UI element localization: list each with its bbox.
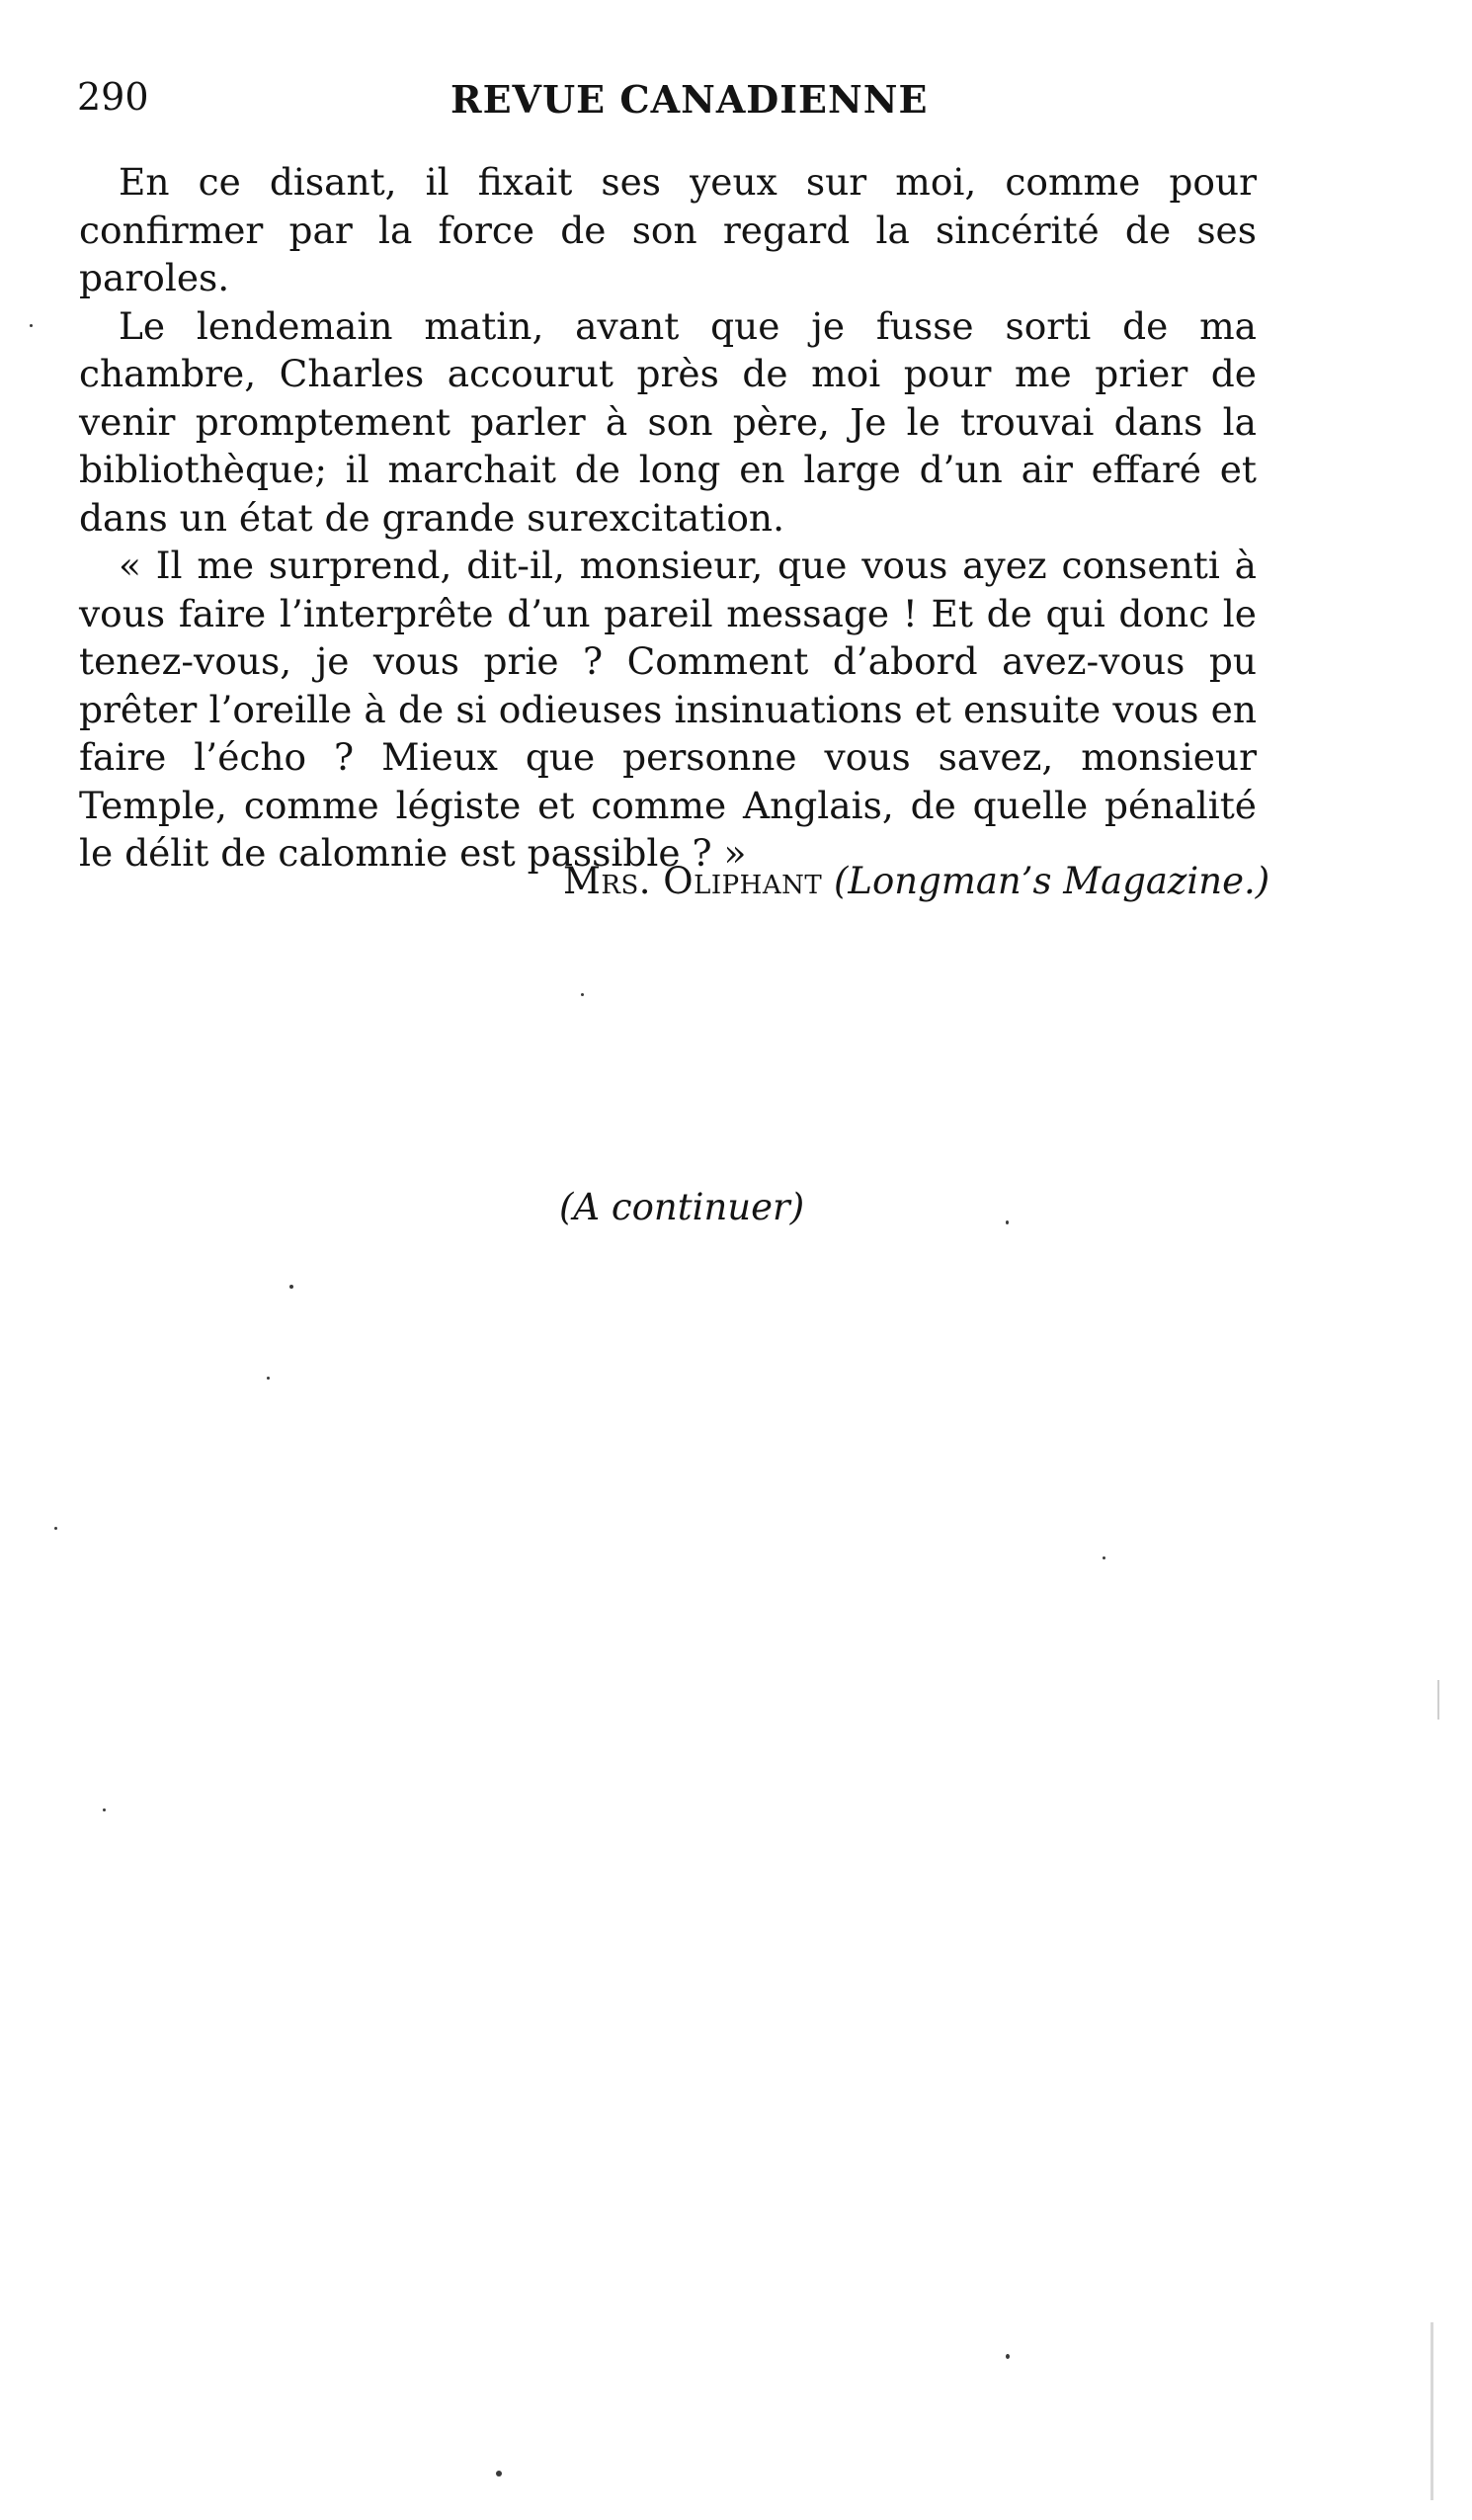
- signature-source: (Longman’s Magazine.): [833, 860, 1270, 902]
- scan-speck: [267, 1377, 270, 1380]
- scan-speck: [1431, 2322, 1433, 2500]
- scan-speck: [289, 1285, 293, 1289]
- signature-author: Mrs. Oliphant: [563, 860, 823, 902]
- page-number: 290: [77, 75, 149, 119]
- scan-speck: [496, 2471, 502, 2477]
- paragraph-3: « Il me surprend, dit-il, monsieur, que vous ayez consenti à vous faire l’interprête d’un pareil message ! Et de qui donc le tenez-vous, je vous prie ? Comment d’abord avez-vous pu prêter l’oreille à de si odieuses insinuations et ensuite vous en faire l’écho ? Mieux que personne vous savez, monsieur Temple, comme légiste et comme Anglais, de quelle pénalité le délit de calomnie est passible ? »: [79, 544, 1257, 875]
- page-header: [77, 75, 1263, 134]
- signature-line: [563, 860, 1274, 902]
- continuation-note: (A continuer): [559, 1186, 805, 1228]
- paragraph-1: En ce disant, il fixait ses yeux sur moi, comme pour confirmer par la force de son regard la sincérité de ses paroles.: [79, 160, 1257, 299]
- scan-speck: [103, 1808, 106, 1811]
- scan-speck: [30, 324, 33, 327]
- body-text: [79, 158, 1257, 878]
- scan-speck: [1006, 1220, 1009, 1224]
- scan-speck: [54, 1527, 57, 1530]
- scan-speck: [1103, 1556, 1105, 1559]
- paragraph-2: Le lendemain matin, avant que je fusse sorti de ma chambre, Charles accourut près de moi pour me prier de venir promptement parler à son père, Je le trouvai dans la bibliothèque; il marchait de long en large d’un air effaré et dans un état de grande surexcitation.: [79, 303, 1257, 540]
- scan-speck: [1437, 1680, 1439, 1720]
- running-title: REVUE CANADIENNE: [450, 77, 929, 122]
- scan-speck: [1006, 2354, 1010, 2359]
- scan-speck: [581, 993, 584, 996]
